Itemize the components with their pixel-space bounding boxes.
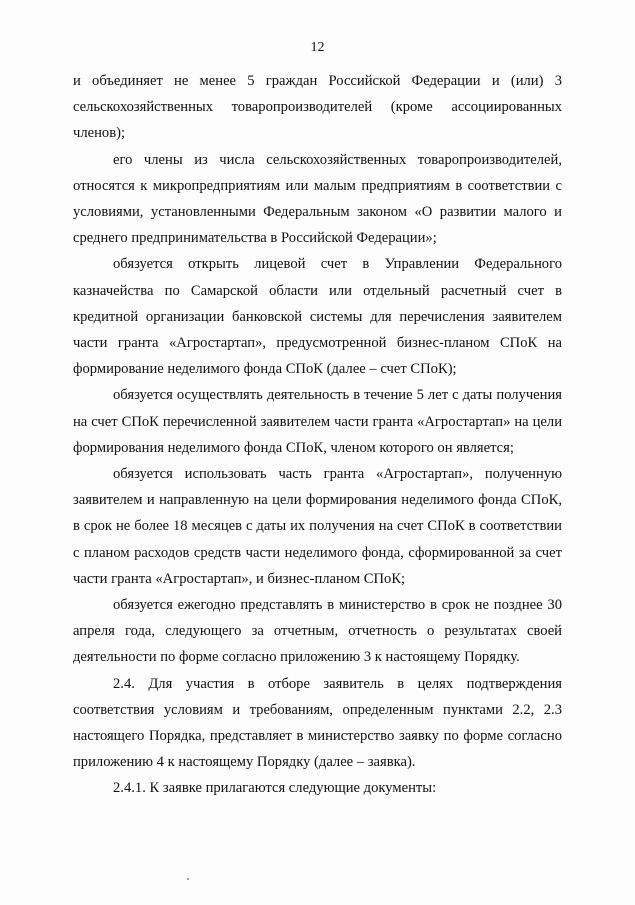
page-number: 12 <box>310 40 325 55</box>
document-body <box>73 68 562 802</box>
paragraph-section-2-4-1: 2.4.1. К заявке прилагаются следующие документы: <box>113 780 437 797</box>
paragraph-operate-5-years: обязуется осуществлять деятельность в течение 5 лет с даты получения на счет СПоК перечисленной заявителем части гранта «Агростартап» на цели формирования неделимого фонда СПоК, членом которого он является; <box>73 387 562 456</box>
paragraph-open-account: обязуется открыть лицевой счет в Управлении Федерального казначейства по Самарской области или отдельный расчетный счет в кредитной организации банковской системы для перечисления заявителем части гранта «Агростартап», предусмотренной бизнес-планом СПоК на формирование неделимого фонда СПоК (далее – счет СПоК); <box>73 256 562 378</box>
paragraph-section-2-4: 2.4. Для участия в отборе заявитель в целях подтверждения соответствия условиям и требованиям, определенным пунктами 2.2, 2.3 настоящего Порядка, представляет в министерство заявку по форме согласно приложению 4 к настоящему Порядку (далее – заявка). <box>73 675 562 771</box>
paragraph-annual-report: обязуется ежегодно представлять в министерство в срок не позднее 30 апреля года, следующего за отчетным, отчетность о результатах своей деятельности по форме согласно приложению 3 к настоящему Порядку. <box>73 597 562 666</box>
paragraph-small-enterprises: его члены из числа сельскохозяйственных товаропроизводителей, относятся к микропредприятиям или малым предприятиям в соответствии с условиями, установленными Федеральным законом «О развитии малого и среднего предпринимательства в Российской Федерации»; <box>73 151 562 247</box>
paragraph-use-grant: обязуется использовать часть гранта «Агростартап», полученную заявителем и направленную на цели формирования неделимого фонда СПоК, в срок не более 18 месяцев с даты их получения на счет СПоК в соответствии с планом расходов средств части неделимого фонда, сформированной за счет части гранта «Агростартап», и бизнес-планом СПоК; <box>73 466 562 587</box>
paragraph-cooperative-members: и объединяет не менее 5 граждан Российской Федерации и (или) 3 сельскохозяйственных товаропроизводителей (кроме ассоциированных членов); <box>73 73 562 142</box>
scan-speck <box>187 878 189 880</box>
